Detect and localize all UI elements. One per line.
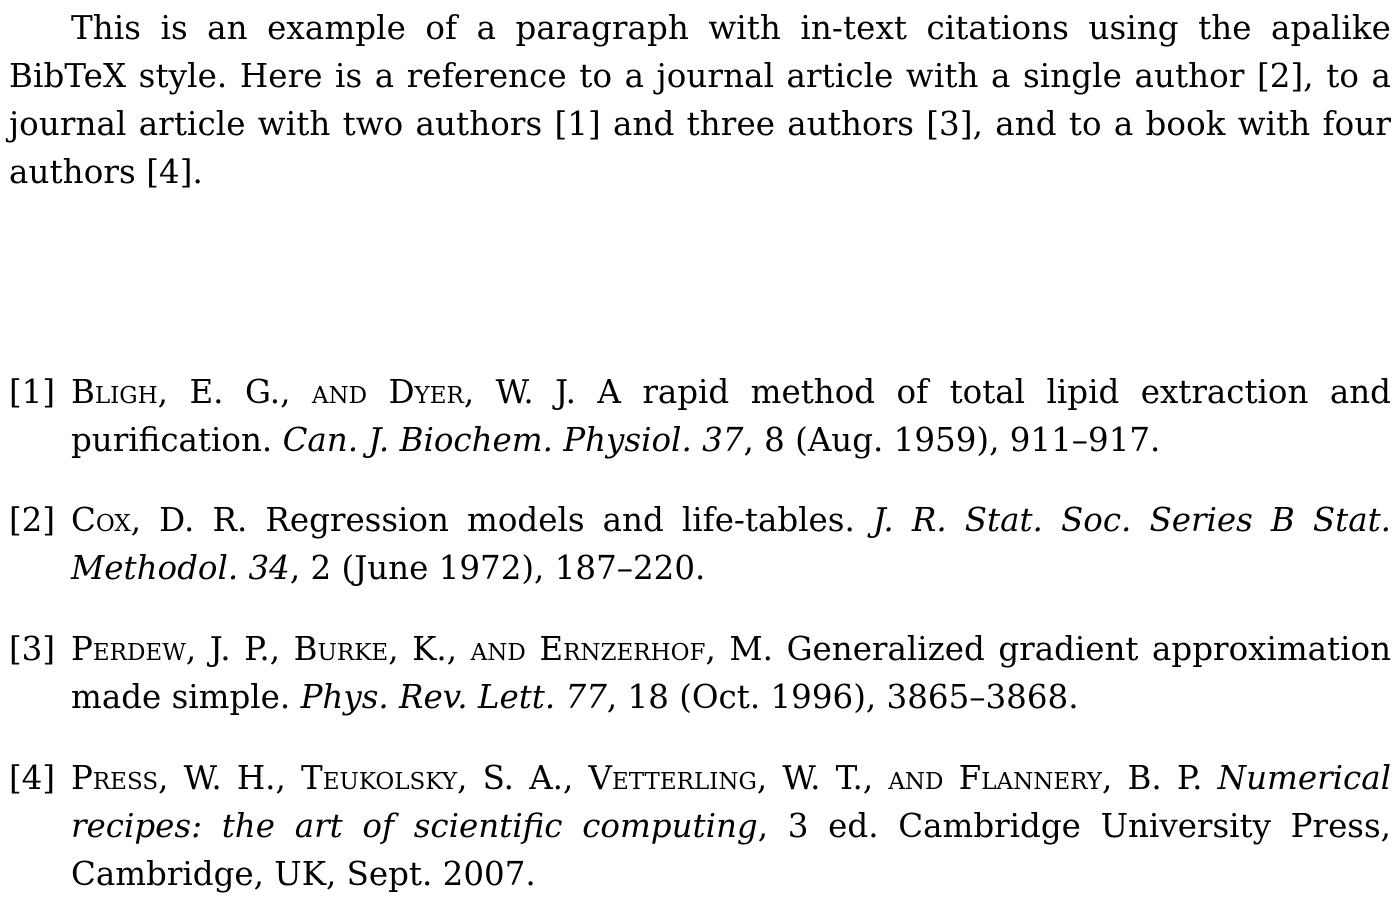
reference-venue: Can. J. Biochem. Physiol. 37	[282, 421, 744, 459]
reference-label: [1]	[9, 373, 56, 411]
reference-details: , 18 (Oct. 1996), 3865–3868.	[606, 678, 1079, 716]
bibliography-entry	[9, 496, 1391, 592]
body-paragraph: This is an example of a paragraph with in-text citations using the apalike BibTeX style. Here is a reference to a journal article with a single author [2], to a journal article with two authors [1] and three authors [3], and to a book with four authors [4].	[9, 9, 1391, 191]
reference-text	[71, 368, 1391, 464]
reference-text	[71, 496, 1391, 592]
reference-label: [4]	[9, 759, 56, 797]
reference-title: Generalized gradient approximation made simple.	[71, 630, 1392, 716]
bibliography-entry	[9, 754, 1391, 898]
bibliography-entry	[9, 368, 1391, 464]
reference-label: [3]	[9, 630, 56, 668]
reference-details: , 3 ed. Cambridge University Press, Cambridge, UK, Sept. 2007.	[71, 807, 1391, 893]
reference-label: [2]	[9, 501, 56, 539]
reference-authors: Bligh, E. G., and Dyer, W. J.	[71, 373, 576, 411]
reference-authors: Perdew, J. P., Burke, K., and Ernzerhof, M.	[71, 630, 773, 668]
reference-authors: Press, W. H., Teukolsky, S. A., Vetterling, W. T., and Flannery, B. P.	[71, 759, 1203, 797]
reference-details: , 2 (June 1972), 187–220.	[289, 549, 706, 587]
reference-venue: Numerical recipes: the art of scientific computing	[71, 759, 1391, 845]
reference-venue: J. R. Stat. Soc. Series B Stat. Methodol. 34	[71, 501, 1391, 587]
reference-title: A rapid method of total lipid extraction and purification.	[71, 373, 1391, 459]
reference-venue: Phys. Rev. Lett. 77	[300, 678, 607, 716]
reference-text	[71, 754, 1391, 898]
reference-authors: Cox, D. R.	[71, 501, 248, 539]
reference-text	[71, 625, 1391, 721]
bibliography-entry	[9, 625, 1391, 721]
reference-title: Regression models and life-tables.	[265, 501, 855, 539]
reference-details: , 8 (Aug. 1959), 911–917.	[743, 421, 1161, 459]
